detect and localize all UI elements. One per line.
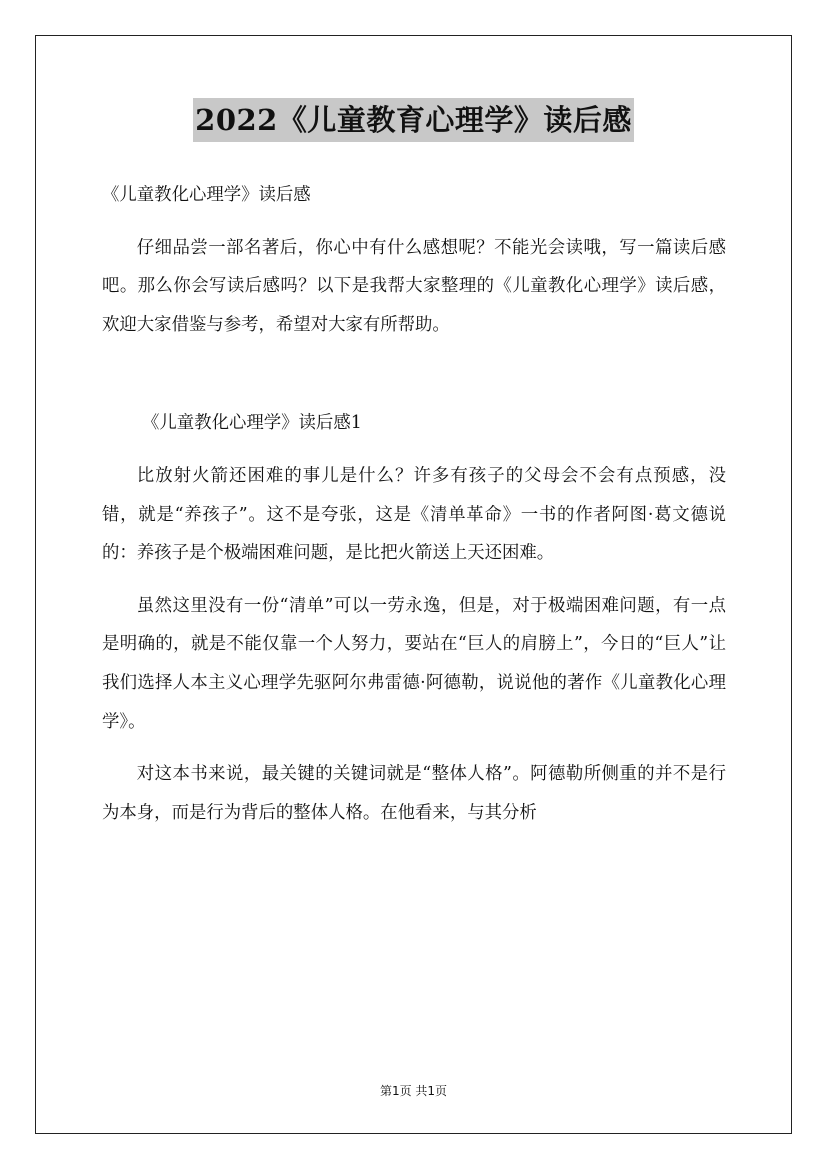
title-container [0, 98, 827, 142]
body-paragraph: 虽然这里没有一份“清单”可以一劳永逸，但是，对于极端困难问题，有一点是明确的，就是不能仅靠一个人努力，要站在“巨人的肩膀上”，今日的“巨人”让我们选择人本主义心理学先驱阿尔弗雷德·阿德勒，说说他的著作《儿童教化心理学》。 [102, 595, 726, 732]
page-footer: 第1页 共1页 [379, 1084, 448, 1098]
section-heading: 《儿童教化心理学》读后感1 [142, 413, 362, 434]
document-title: 2022《儿童教育心理学》读后感 [193, 98, 634, 142]
intro-paragraph: 仔细品尝一部名著后，你心中有什么感想呢？不能光会读哦，写一篇读后感吧。那么你会写读后感吗？以下是我帮大家整理的《儿童教化心理学》读后感，欢迎大家借鉴与参考，希望对大家有所帮助。 [102, 237, 726, 335]
document-subtitle: 《儿童教化心理学》读后感 [102, 185, 311, 205]
body-paragraph: 对这本书来说，最关键的关键词就是“整体人格”。阿德勒所侧重的并不是行为本身，而是行为背后的整体人格。在他看来，与其分析 [102, 764, 726, 823]
body-paragraph: 比放射火箭还困难的事儿是什么？许多有孩子的父母会不会有点预感，没错，就是“养孩子”。这不是夸张，这是《清单革命》一书的作者阿图·葛文德说的：养孩子是个极端困难问题，是比把火箭送上天还困难。 [102, 465, 726, 564]
document-body [102, 176, 726, 832]
